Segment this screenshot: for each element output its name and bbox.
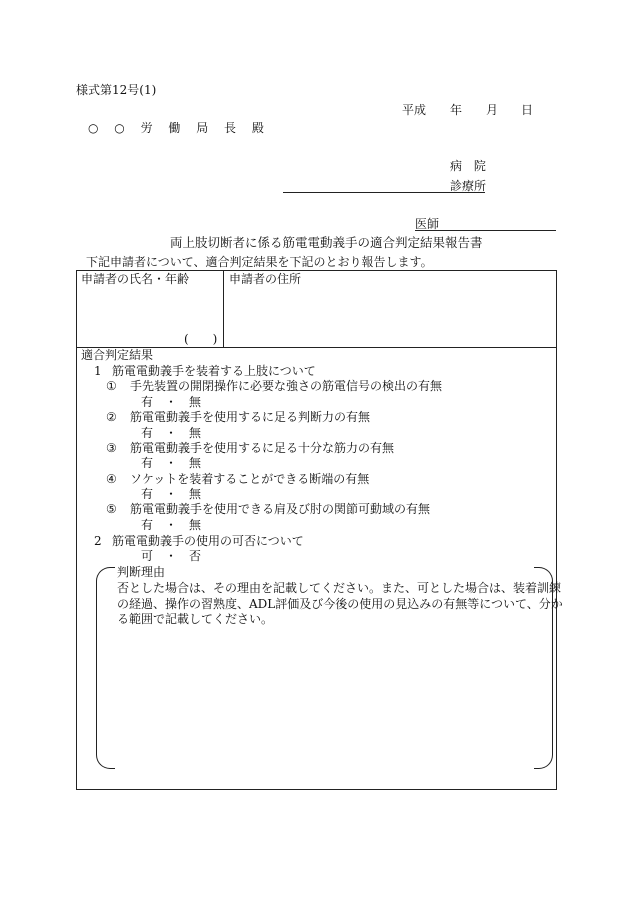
- item1-mark: ①: [106, 379, 117, 393]
- item5-mark: ⑤: [106, 502, 117, 516]
- intro-text: 下記申請者について、適合判定結果を下記のとおり報告します。: [86, 255, 433, 269]
- item4-mark: ④: [106, 472, 117, 486]
- reason-input-area[interactable]: [117, 632, 531, 762]
- reason-line-1: 否とした場合は、その理由を記載してください。また、可とした場合は、装着訓練: [117, 581, 562, 595]
- section2-number: 2: [94, 534, 102, 548]
- date-year[interactable]: 年: [450, 103, 463, 117]
- item2-mark: ②: [106, 410, 117, 424]
- item3-mark: ③: [106, 441, 117, 455]
- section1-number: 1: [94, 364, 102, 378]
- item2-choice[interactable]: 有 ・ 無: [141, 426, 202, 440]
- reason-heading: 判断理由: [117, 565, 166, 579]
- item4-text: ソケットを装着することができる断端の有無: [130, 472, 370, 486]
- reason-bracket-left: [96, 567, 115, 769]
- item5-text: 筋電電動義手を使用できる肩及び肘の関節可動域の有無: [130, 502, 431, 516]
- doctor-underline[interactable]: [415, 230, 556, 231]
- hospital-label: 病 院: [450, 159, 490, 173]
- item1-choice[interactable]: 有 ・ 無: [141, 395, 202, 409]
- section2-choice[interactable]: 可 ・ 否: [141, 549, 202, 563]
- item5-choice[interactable]: 有 ・ 無: [141, 518, 202, 532]
- item1-text: 手先装置の開閉操作に必要な強さの筋電信号の検出の有無: [130, 379, 443, 393]
- addressee: ○ ○ 労 働 局 長 殿: [88, 121, 270, 135]
- document-title: 両上肢切断者に係る筋電電動義手の適合判定結果報告書: [170, 235, 483, 250]
- reason-line-3: る範囲で記載してください。: [117, 612, 274, 626]
- column-divider: [223, 270, 224, 347]
- institution-underline[interactable]: [283, 192, 485, 193]
- name-age-label: 申請者の氏名・年齢: [81, 272, 190, 286]
- reason-line-2: の経過、操作の習熟度、ADL評価及び今後の使用の見込みの有無等について、分か: [117, 597, 563, 611]
- clinic-label: 診療所: [450, 179, 487, 193]
- item3-choice[interactable]: 有 ・ 無: [141, 456, 202, 470]
- address-label: 申請者の住所: [229, 272, 302, 286]
- item3-text: 筋電電動義手を使用するに足る十分な筋力の有無: [130, 441, 395, 455]
- section1-label: 筋電電動義手を装着する上肢について: [112, 364, 316, 378]
- item4-choice[interactable]: 有 ・ 無: [141, 487, 202, 501]
- item2-text: 筋電電動義手を使用するに足る判断力の有無: [130, 410, 371, 424]
- date-era: 平成: [402, 103, 427, 117]
- date-day[interactable]: 日: [521, 103, 534, 117]
- date-month[interactable]: 月: [486, 103, 499, 117]
- doctor-label: 医師: [415, 217, 440, 231]
- age-field[interactable]: ( ): [184, 332, 218, 346]
- section2-label: 筋電電動義手の使用の可否について: [112, 534, 304, 548]
- result-heading: 適合判定結果: [81, 348, 154, 362]
- form-number: 様式第12号(1): [76, 83, 157, 97]
